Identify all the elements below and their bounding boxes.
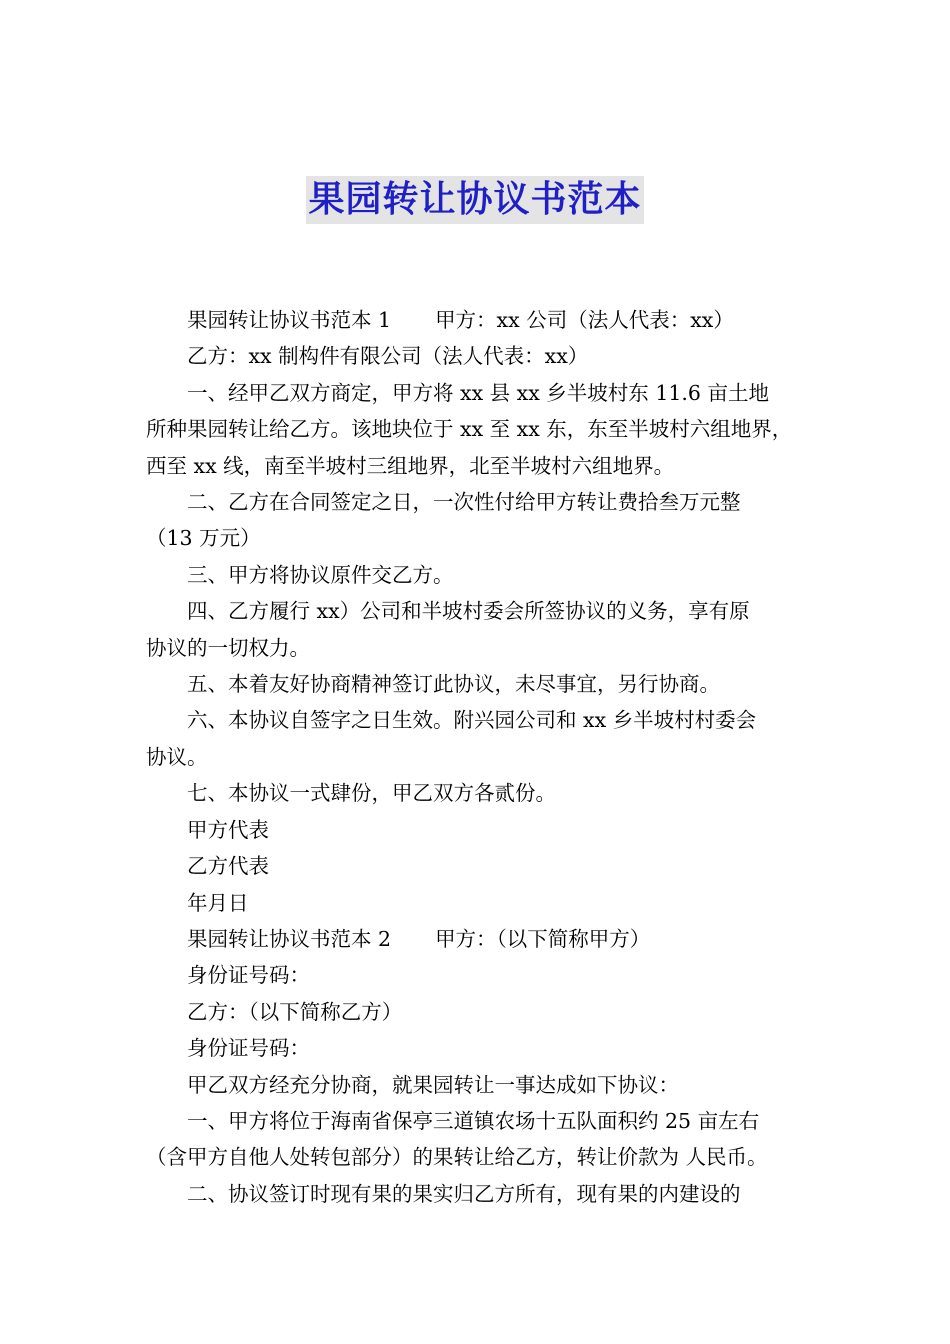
line-text: 四、乙方履行 xx）公司和半坡村委会所签协议的义务，享有原 xyxy=(187,599,750,624)
paragraph-line xyxy=(146,775,808,811)
paragraph-line xyxy=(146,302,808,338)
paragraph-line xyxy=(146,338,808,374)
paragraph-line xyxy=(146,484,808,520)
line-text: 身份证号码： xyxy=(187,1036,310,1061)
line-text: 三、甲方将协议原件交乙方。 xyxy=(187,562,454,587)
line-text: 乙方：xx 制构件有限公司（法人代表：xx） xyxy=(187,344,589,369)
paragraph-line xyxy=(146,1067,808,1103)
paragraph-line xyxy=(146,666,808,702)
line-text: 乙方：（以下简称乙方） xyxy=(187,999,403,1024)
paragraph-line xyxy=(146,702,808,738)
line-text: 年月日 xyxy=(187,890,249,915)
paragraph-line xyxy=(146,630,808,666)
line-text: 二、协议签订时现有果的果实归乙方所有，现有果的内建设的 xyxy=(187,1181,741,1206)
paragraph-line xyxy=(146,921,808,957)
line-text-secondary: 甲方：（以下简称甲方） xyxy=(435,926,651,951)
paragraph-line xyxy=(146,1103,808,1139)
paragraph-line xyxy=(146,1030,808,1066)
line-text: 果园转让协议书范本 1 xyxy=(187,308,392,332)
line-text: 西至 xx 线，南至半坡村三组地界，北至半坡村六组地界。 xyxy=(146,453,675,478)
line-text: 果园转让协议书范本 2 xyxy=(187,926,392,951)
paragraph-line xyxy=(146,411,808,447)
line-text: 甲乙双方经充分协商，就果园转让一事达成如下协议： xyxy=(187,1072,679,1097)
paragraph-line xyxy=(146,557,808,593)
paragraph-line xyxy=(146,1139,808,1175)
line-text: 协议的一切权力。 xyxy=(146,635,310,660)
paragraph-line xyxy=(146,848,808,884)
line-text: 所种果园转让给乙方。该地块位于 xx 至 xx 东，东至半坡村六组地界， xyxy=(146,417,793,442)
line-text: 一、经甲乙双方商定，甲方将 xx 县 xx 乡半坡村东 11.6 亩土地 xyxy=(187,380,769,405)
paragraph-line xyxy=(146,739,808,775)
document-body xyxy=(146,302,808,1212)
line-text: （含甲方自他人处转包部分）的果转让给乙方，转让价款为 人民币。 xyxy=(146,1145,768,1170)
paragraph-line xyxy=(146,957,808,993)
paragraph-line xyxy=(146,520,808,556)
line-text: 乙方代表 xyxy=(187,854,269,879)
line-text: 二、乙方在合同签定之日，一次性付给甲方转让费拾叁万元整 xyxy=(187,490,741,515)
paragraph-line xyxy=(146,593,808,629)
line-text: 六、本协议自签字之日生效。附兴园公司和 xx 乡半坡村村委会 xyxy=(187,708,757,733)
paragraph-line xyxy=(146,885,808,921)
document-title: 果园转让协议书范本 xyxy=(306,176,643,224)
line-text: 身份证号码： xyxy=(187,963,310,988)
paragraph-line xyxy=(146,812,808,848)
title-container xyxy=(0,176,950,224)
line-text: 五、本着友好协商精神签订此协议，未尽事宜，另行协商。 xyxy=(187,672,720,697)
line-text: 协议。 xyxy=(146,744,208,769)
paragraph-line xyxy=(146,375,808,411)
paragraph-line xyxy=(146,994,808,1030)
line-text-secondary: 甲方：xx 公司（法人代表：xx） xyxy=(435,308,734,332)
line-text: 一、甲方将位于海南省保亭三道镇农场十五队面积约 25 亩左右 xyxy=(187,1108,760,1133)
paragraph-line xyxy=(146,1176,808,1212)
line-text: 七、本协议一式肆份，甲乙双方各贰份。 xyxy=(187,781,556,806)
line-text: （13 万元） xyxy=(146,526,261,551)
paragraph-line xyxy=(146,448,808,484)
line-text: 甲方代表 xyxy=(187,817,269,842)
